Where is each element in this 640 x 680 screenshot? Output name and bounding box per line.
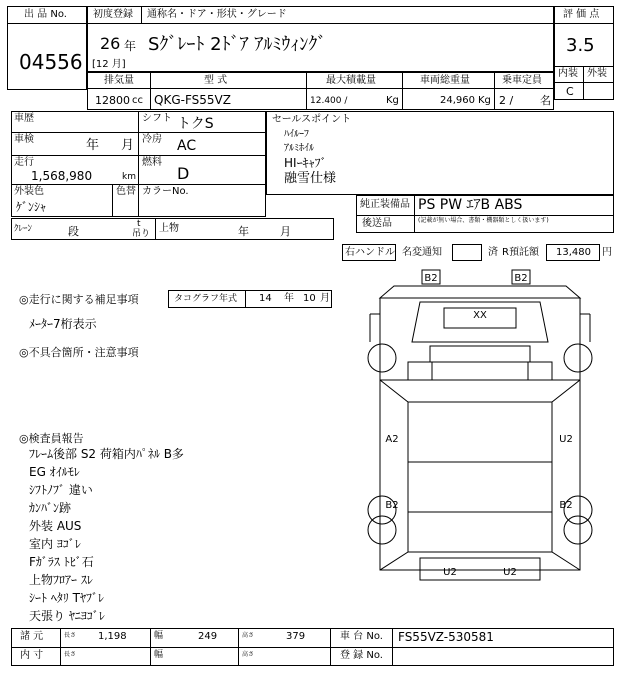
- crane-hang: 吊り: [132, 229, 151, 239]
- first-reg-year-unit: 年: [124, 39, 137, 53]
- yen-unit: 円: [602, 247, 612, 258]
- mark-left-rear: B2: [385, 500, 399, 511]
- dims-label: 諸 元: [20, 631, 44, 642]
- color-label: 外装色: [14, 186, 44, 197]
- inspector-line-7: Fｶﾞﾗｽ ﾄﾋﾞ石: [29, 555, 94, 569]
- inspector-line-3: ｼﾌﾄﾉﾌﾞ 違い: [29, 483, 93, 497]
- interior-grade: C: [566, 85, 574, 98]
- inner-dims-label: 内 寸: [20, 650, 44, 661]
- first-reg-month: [12 月]: [92, 59, 126, 70]
- inspector-title: ◎検査員報告: [19, 432, 84, 445]
- chassis-value: FS55VZ-530581: [398, 630, 494, 644]
- equipment-label: 純正装備品: [360, 199, 410, 210]
- loading-year: 年: [238, 225, 249, 238]
- sales-point-3: HIｰｷｬﾌﾞ: [284, 156, 327, 170]
- tacho-month: 10: [303, 293, 316, 304]
- steering-value: 右ハンドル: [345, 247, 395, 258]
- color-value: ｹﾞﾝｼｬ: [16, 200, 47, 214]
- length-label: 長さ: [64, 632, 77, 639]
- crane-stage: 段: [68, 225, 79, 238]
- loading-month: 月: [280, 225, 291, 238]
- after-note: (記載が無い場合、書類・機器類としく扱います): [418, 217, 549, 224]
- mark-windshield: XX: [473, 310, 487, 321]
- grade-label: 評 価 点: [563, 9, 600, 20]
- inspector-line-5: 外装 AUS: [29, 519, 82, 533]
- height-value: 379: [286, 631, 306, 642]
- vehicle-name: Sｸﾞﾚｰﾄ 2ﾄﾞｱ ｱﾙﾐｳｨﾝｸﾞ: [148, 34, 327, 55]
- load-label: 最大積載量: [326, 75, 376, 86]
- mark-front-right: B2: [514, 273, 528, 284]
- cc-unit: cc: [132, 95, 143, 106]
- gvw-unit: Kg: [478, 95, 491, 106]
- tacho-year: 14: [259, 293, 272, 304]
- tacho-year-unit: 年: [284, 293, 294, 304]
- interior-label: 内装: [558, 68, 578, 79]
- sales-point-label: セールスポイント: [272, 114, 352, 125]
- inspection-year: 年: [86, 138, 100, 153]
- inner-height-label: 高さ: [242, 651, 255, 658]
- color-no-label: カラーNo.: [142, 186, 189, 197]
- truck-damage-diagram: [360, 262, 600, 588]
- inspector-line-2: EG ｵｲﾙﾓﾚ: [29, 465, 80, 479]
- fuel-value: D: [177, 164, 190, 183]
- renumber-label: 名変通知: [402, 247, 442, 258]
- supplement-text: ﾒｰﾀｰ7桁表示: [29, 317, 97, 331]
- after-label: 後送品: [362, 218, 392, 229]
- shift-value: トクS: [177, 116, 214, 132]
- supplement-title: ◎走行に関する補足事項: [19, 293, 139, 306]
- crane-ton: t: [137, 219, 141, 229]
- displacement-value: 12800: [95, 94, 130, 107]
- tacho-label: タコグラフ年式: [174, 294, 238, 304]
- inspection-label: 車検: [14, 134, 34, 145]
- sales-point-4: 融雪仕様: [284, 171, 337, 186]
- inner-width-label: 幅: [154, 650, 164, 660]
- recycle-fee-label: R預託額: [502, 247, 539, 258]
- tacho-month-unit: 月: [320, 293, 330, 304]
- aircon-label: 冷房: [142, 134, 162, 145]
- gvw-label: 車両総重量: [420, 75, 470, 86]
- mark-rear-left: U2: [443, 567, 457, 578]
- length-value: 1,198: [98, 631, 127, 642]
- shift-label: シフト: [142, 113, 172, 124]
- load-value: 12.400 /: [310, 96, 348, 106]
- history-label: 車歴: [14, 113, 34, 124]
- mark-right-side: U2: [559, 434, 573, 445]
- sales-point-1: ﾊｲﾙｰﾌ: [284, 129, 309, 140]
- fuel-label: 燃料: [142, 157, 162, 168]
- recycle-fee-value: 13,480: [556, 247, 591, 258]
- reg-no-label: 登 録 No.: [340, 650, 383, 661]
- km-unit: km: [122, 172, 136, 182]
- gvw-value: 24,960: [440, 95, 475, 106]
- inspector-line-9: ｼｰﾄ ﾍﾀﾘ Tﾔﾌﾞﾚ: [29, 591, 104, 605]
- capacity-label: 乗車定員: [502, 75, 542, 86]
- renumber-box: [452, 244, 482, 261]
- inspector-line-8: 上物ﾌﾛｱｰ ｽﾚ: [29, 573, 93, 587]
- crane-label: ｸﾚｰﾝ: [14, 224, 33, 234]
- name-label: 通称名・ドア・形状・グレード: [147, 9, 287, 20]
- mark-front-left: B2: [424, 273, 438, 284]
- inspector-line-1: ﾌﾚｰﾑ後部 S2 荷箱内ﾊﾟﾈﾙ B多: [29, 447, 184, 461]
- chassis-label: 車 台 No.: [340, 631, 383, 642]
- load-unit: Kg: [386, 95, 399, 106]
- width-value: 249: [198, 631, 218, 642]
- first-reg-year: 26: [100, 34, 121, 53]
- sales-point-2: ｱﾙﾐﾎｲﾙ: [284, 143, 314, 154]
- mark-left-side: A2: [385, 434, 399, 445]
- model-label: 型 式: [204, 75, 228, 86]
- loading-label: 上物: [159, 223, 179, 234]
- mark-right-rear: B2: [559, 500, 573, 511]
- mileage-label: 走行: [14, 157, 34, 168]
- inspection-month: 月: [121, 138, 135, 153]
- recycle-done-label: 済: [488, 247, 498, 258]
- grade-value: 3.5: [566, 35, 595, 56]
- displacement-label: 排気量: [104, 75, 134, 86]
- width-label: 幅: [154, 631, 164, 641]
- inspector-line-10: 天張り ﾔﾆﾖｺﾞﾚ: [29, 609, 105, 623]
- inspector-line-4: ｶﾝﾊﾞﾝ跡: [29, 501, 72, 515]
- equipment-value: PS PW ｴｱB ABS: [418, 197, 523, 213]
- aircon-value: AC: [177, 138, 197, 154]
- height-label: 高さ: [242, 632, 255, 639]
- lot-label: 出 品 No.: [24, 9, 67, 20]
- inner-length-label: 長さ: [64, 651, 77, 658]
- capacity-unit: 名: [540, 94, 551, 107]
- mileage-value: 1,568,980: [31, 169, 93, 183]
- first-reg-label: 初度登録: [93, 9, 133, 20]
- capacity-value: 2 /: [499, 94, 514, 107]
- mark-rear-right: U2: [503, 567, 517, 578]
- exterior-label: 外装: [587, 68, 607, 79]
- lot-number: 04556: [19, 50, 83, 74]
- defect-title: ◎不具合箇所・注意事項: [19, 346, 139, 359]
- inspector-line-6: 室内 ﾖｺﾞﾚ: [29, 537, 81, 551]
- color-change-label: 色替: [116, 186, 136, 197]
- model-value: QKG-FS55VZ: [154, 93, 231, 107]
